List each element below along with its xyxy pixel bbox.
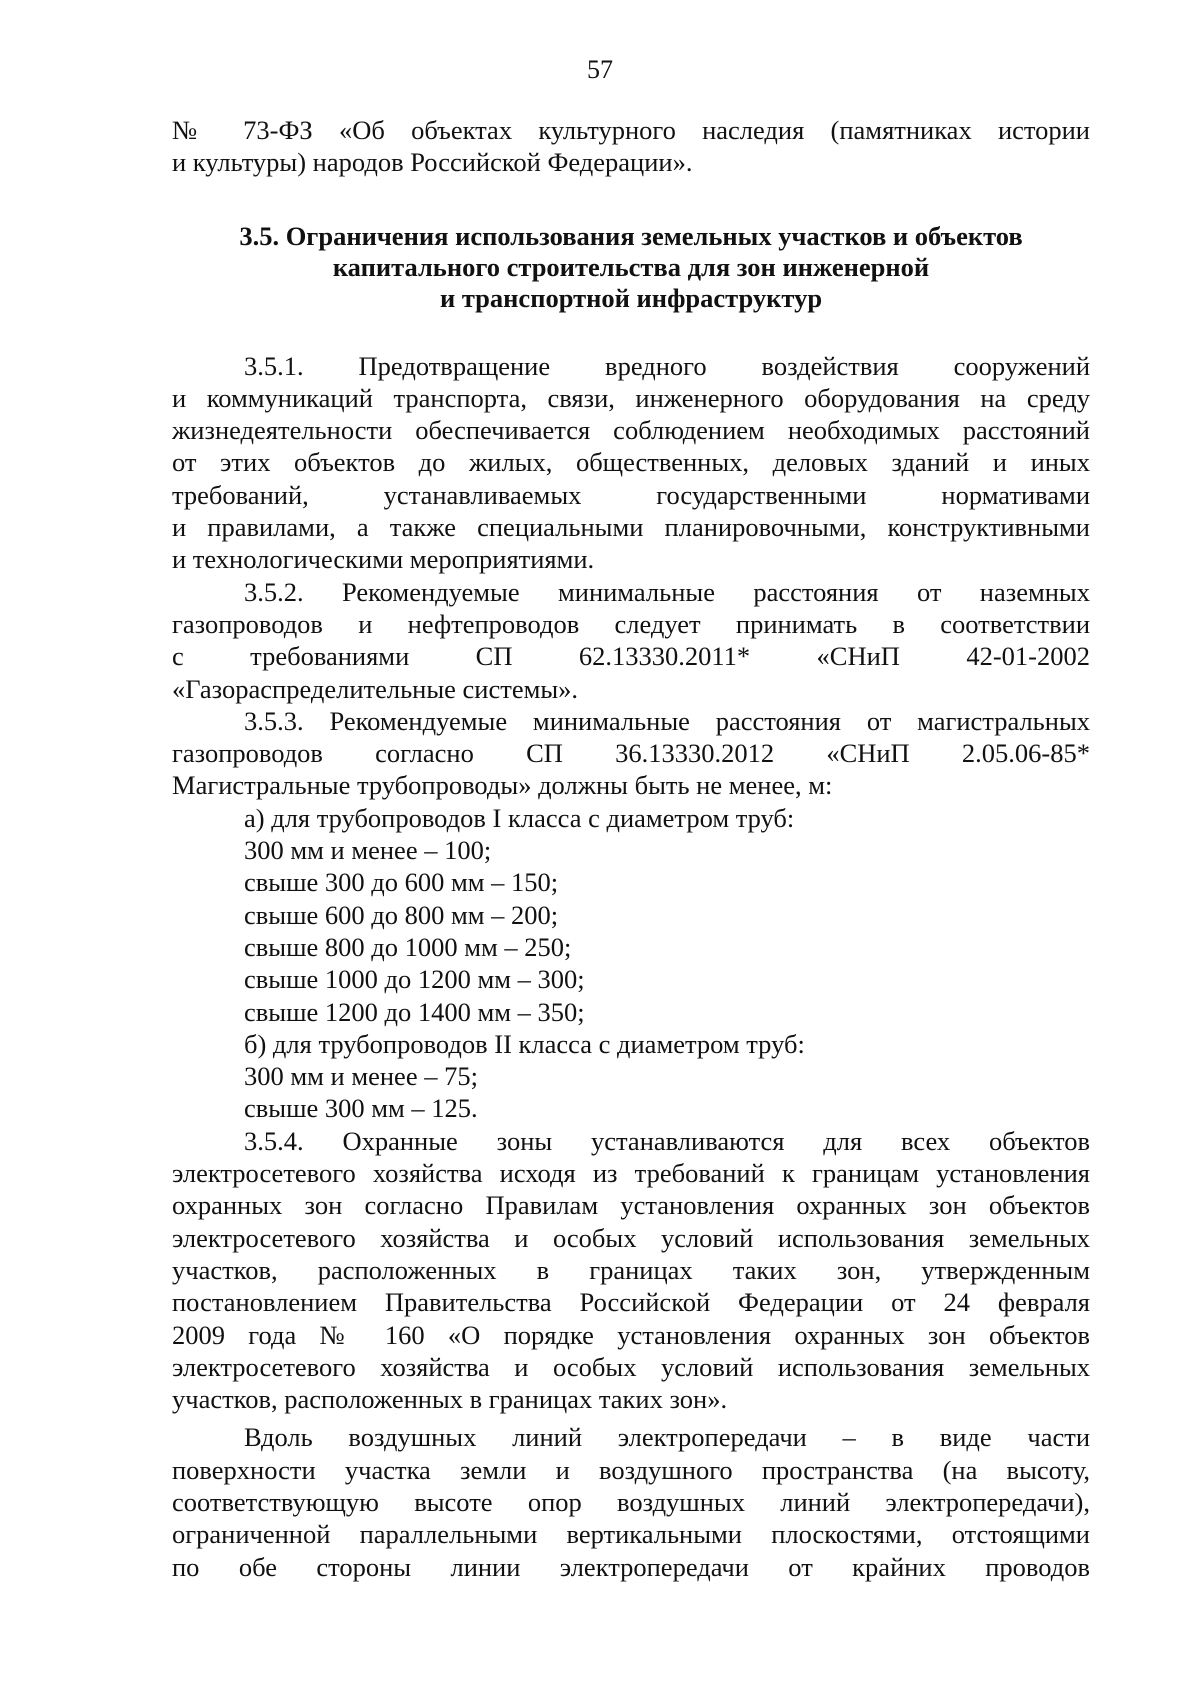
- list-b: [172, 1028, 1090, 1125]
- text-line: электросетевого хозяйства исходя из требований к границам установления: [172, 1158, 1090, 1189]
- text-line: 3.5.1. Предотвращение вредного воздействия сооружений: [244, 350, 1090, 381]
- text-line: 3.5.4. Охранные зоны устанавливаются для всех объектов: [244, 1125, 1090, 1156]
- list-item: 300 мм и менее – 100;: [244, 835, 492, 866]
- text-line: электросетевого хозяйства и особых условий использования земельных: [172, 1222, 1090, 1253]
- list-item: свыше 300 мм – 125.: [244, 1093, 478, 1124]
- list-a: [172, 802, 1090, 1028]
- text-line: газопроводов и нефтепроводов следует принимать в соответствии: [172, 608, 1090, 639]
- text-line: газопроводов согласно СП 36.13330.2012 «СНиП 2.05.06-85*: [172, 738, 1090, 769]
- paragraph-3-5-2: [172, 576, 1090, 705]
- section-heading: [172, 221, 1090, 314]
- text-line: участков, расположенных в границах таких зон, утвержденным: [172, 1254, 1090, 1285]
- list-item: свыше 1200 до 1400 мм – 350;: [244, 996, 585, 1027]
- text-line: 3.5.3. Рекомендуемые минимальные расстояния от магистральных: [244, 705, 1090, 736]
- text-line: Вдоль воздушных линий электропередачи – в виде части: [244, 1422, 1090, 1453]
- heading-line: и транспортной инфраструктур: [439, 282, 823, 313]
- text-line: и технологическими мероприятиями.: [172, 544, 595, 575]
- text-line: с требованиями СП 62.13330.2011* «СНиП 42-01-2002: [172, 641, 1090, 672]
- list-item: свыше 300 до 600 мм – 150;: [244, 867, 559, 898]
- intro-paragraph: [172, 114, 1090, 179]
- paragraph-3-5-4: [172, 1125, 1090, 1416]
- text-line: от этих объектов до жилых, общественных, деловых зданий и иных: [172, 447, 1090, 478]
- text-line: по обе стороны линии электропередачи от крайних проводов: [172, 1551, 1090, 1582]
- text-line: соответствующую высоте опор воздушных линий электропередачи),: [172, 1486, 1090, 1517]
- heading-line: капитального строительства для зон инженерной: [332, 251, 930, 282]
- text-line: № 73-ФЗ «Об объектах культурного наследия (памятниках истории: [172, 115, 1090, 145]
- text-line: и культуры) народов Российской Федерации».: [172, 147, 693, 178]
- text-line: «Газораспределительные системы».: [172, 673, 579, 704]
- list-item: 300 мм и менее – 75;: [244, 1061, 478, 1092]
- paragraph-3-5-1: [172, 350, 1090, 576]
- text-line: требований, устанавливаемых государственными нормативами: [172, 479, 1090, 510]
- text-line: ограниченной параллельными вертикальными плоскостями, отстоящими: [172, 1519, 1090, 1550]
- list-title: а) для трубопроводов I класса с диаметром труб:: [244, 802, 795, 833]
- heading-line: 3.5. Ограничения использования земельных участков и объектов: [239, 220, 1023, 251]
- text-line: и правилами, а также специальными планировочными, конструктивными: [172, 512, 1090, 543]
- text-line: и коммуникаций транспорта, связи, инженерного оборудования на среду: [172, 382, 1090, 413]
- page-content: [172, 114, 1090, 1583]
- text-line: участков, расположенных в границах таких зон».: [172, 1384, 728, 1415]
- text-line: охранных зон согласно Правилам установления охранных зон объектов: [172, 1190, 1090, 1221]
- text-line: жизнедеятельности обеспечивается соблюдением необходимых расстояний: [172, 415, 1090, 446]
- page-number: 57: [587, 55, 613, 84]
- text-line: поверхности участка земли и воздушного пространства (на высоту,: [172, 1454, 1090, 1485]
- text-line: постановлением Правительства Российской Федерации от 24 февраля: [172, 1287, 1090, 1318]
- paragraph-vdol: [172, 1421, 1090, 1582]
- list-item: свыше 600 до 800 мм – 200;: [244, 899, 559, 930]
- text-line: электросетевого хозяйства и особых условий использования земельных: [172, 1351, 1090, 1382]
- text-line: 2009 года № 160 «О порядке установления охранных зон объектов: [172, 1319, 1090, 1350]
- text-line: Магистральные трубопроводы» должны быть не менее, м:: [172, 770, 833, 801]
- text-line: 3.5.2. Рекомендуемые минимальные расстояния от наземных: [244, 576, 1090, 607]
- list-item: свыше 800 до 1000 мм – 250;: [244, 931, 572, 962]
- paragraph-3-5-3: [172, 705, 1090, 802]
- list-item: свыше 1000 до 1200 мм – 300;: [244, 964, 585, 995]
- list-title: б) для трубопроводов II класса с диаметром труб:: [244, 1028, 805, 1059]
